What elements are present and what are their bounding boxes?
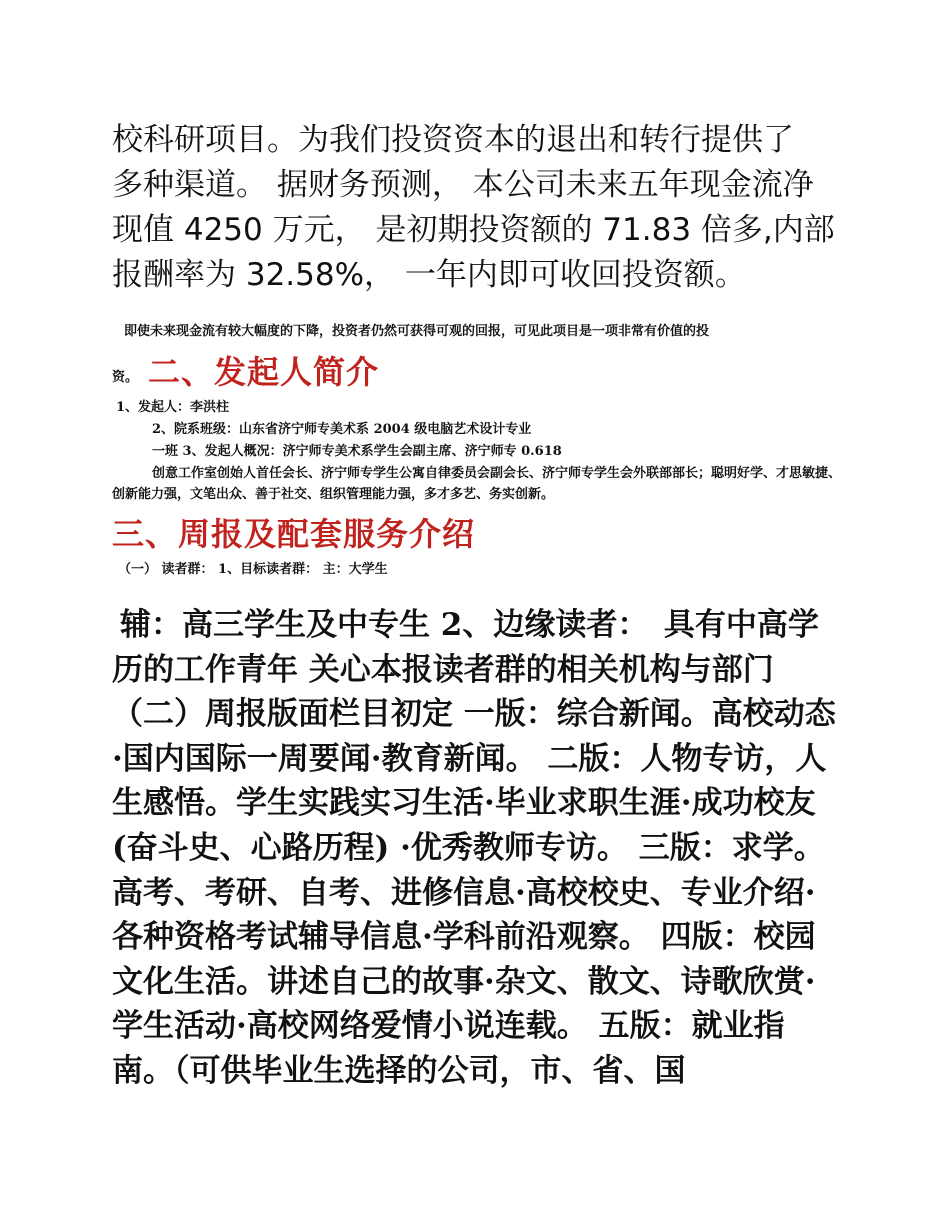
sponsor-department: 2、院系班级：山东省济宁师专美术系 2004 级电脑艺术设计专业 — [152, 422, 532, 437]
sponsor-overview: 一班 3、发起人概况：济宁师专美术系学生会副主席、济宁师专 0.618 — [152, 444, 562, 459]
weekly-layout-body: 辅：高三学生及中专生 2、边缘读者： 具有中高学历的工作青年 关心本报读者群的相关机构与部门（二）周报版面栏目初定 一版：综合新闻。高校动态·国内国际一周要闻·教育新闻。 二版：人物专访，人生感悟。学生实践实习生活·毕业求职生涯·成功校友(奋斗史、心路历程) ·优秀教师专访。 三版：求学。高考、考研、自考、进修信息·高校校史、专业介绍·各种资格考试辅导信息·学科前沿观察。 四版：校园文化生活。讲述自己的故事·杂文、散文、诗歌欣赏·学生活动·高校网络爱情小说连载。 五版：就业指南。（可供毕业生选择的公司，市、省、国 — [112, 607, 836, 1089]
sponsor-roles: 创意工作室创始人首任会长、济宁师专学生公寓自律委员会副会长、济宁师专学生会外联部部长；聪明好学、才思敏捷、创新能力强，文笔出众、善于社交、组织管理能力强，多才多艺、务实创新。 — [112, 466, 842, 502]
section-heading-weekly: 三、周报及配套服务介绍 — [112, 515, 476, 553]
readers-line: （一） 读者群： 1、目标读者群： 主：大学生 — [118, 562, 388, 577]
paragraph-investment-note-end: 资。 — [112, 370, 139, 385]
section-heading-sponsor: 二、发起人简介 — [148, 353, 380, 391]
sponsor-name: 1、发起人：李洪柱 — [116, 400, 230, 415]
paragraph-financials: 校科研项目。为我们投资资本的退出和转行提供了 多种渠道。 据财务预测， 本公司未来五年现金流净 现值 4250 万元， 是初期投资额的 71.83 倍多,内部 报酬率为 32.58%， 一年内即可收回投资额。 — [112, 122, 835, 293]
paragraph-investment-note: 即使未来现金流有较大幅度的下降，投资者仍然可获得可观的回报，可见此项目是一项非常有价值的投 — [124, 324, 710, 339]
